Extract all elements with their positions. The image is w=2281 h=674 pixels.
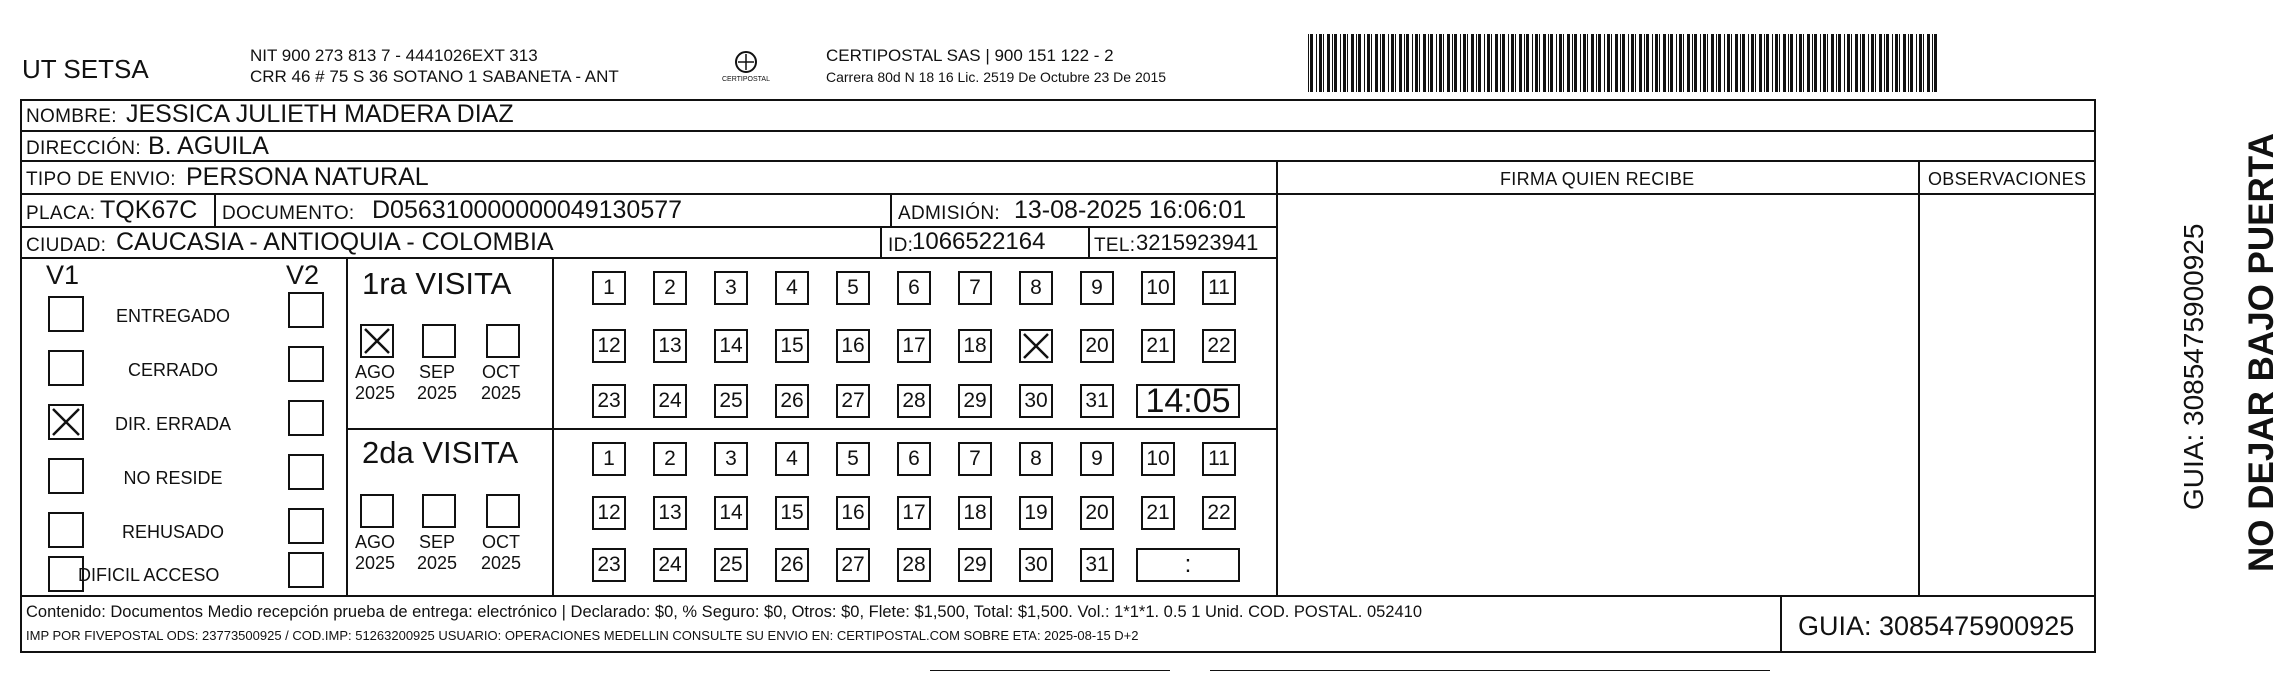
certipostal-license: Carrera 80d N 18 16 Lic. 2519 De Octubre 23 De 2015 bbox=[826, 69, 1167, 85]
day-cell[interactable]: 7 bbox=[958, 442, 992, 476]
day-cell[interactable]: 31 bbox=[1080, 384, 1114, 418]
day-cell[interactable]: 23 bbox=[592, 548, 626, 582]
day-cell[interactable]: 26 bbox=[775, 384, 809, 418]
month-checkbox[interactable] bbox=[486, 324, 520, 358]
day-cell[interactable]: 10 bbox=[1141, 271, 1175, 305]
month-label bbox=[478, 362, 524, 403]
day-cell[interactable]: 23 bbox=[592, 384, 626, 418]
certipostal-name: CERTIPOSTAL SAS | 900 151 122 - 2 bbox=[826, 46, 1114, 65]
day-cell[interactable]: 1 bbox=[592, 442, 626, 476]
day-cell[interactable]: 15 bbox=[775, 329, 809, 363]
day-cell[interactable]: 5 bbox=[836, 271, 870, 305]
day-cell[interactable]: 12 bbox=[592, 329, 626, 363]
day-cell[interactable]: 25 bbox=[714, 548, 748, 582]
footer-guia: GUIA: 3085475900925 bbox=[1798, 611, 2075, 641]
observaciones-header: OBSERVACIONES bbox=[1928, 169, 2087, 189]
day-cell[interactable]: 21 bbox=[1141, 329, 1175, 363]
day-cell[interactable]: 10 bbox=[1141, 442, 1175, 476]
ciudad-label: CIUDAD: bbox=[26, 235, 107, 256]
status-label: DIR. ERRADA bbox=[114, 414, 231, 434]
status-label: ENTREGADO bbox=[115, 306, 230, 326]
status-v2-checkbox[interactable] bbox=[288, 292, 324, 328]
day-cell[interactable]: 7 bbox=[958, 271, 992, 305]
certipostal-logo bbox=[716, 48, 776, 88]
day-cell[interactable]: 9 bbox=[1080, 442, 1114, 476]
day-cell[interactable]: 5 bbox=[836, 442, 870, 476]
month-label bbox=[414, 532, 460, 573]
day-cell[interactable]: 12 bbox=[592, 496, 626, 530]
day-cell[interactable]: 22 bbox=[1202, 496, 1236, 530]
day-cell[interactable]: 26 bbox=[775, 548, 809, 582]
status-v2-checkbox[interactable] bbox=[288, 454, 324, 490]
tipo-label: TIPO DE ENVIO: bbox=[26, 169, 176, 190]
visit1-title: 1ra VISITA bbox=[362, 266, 512, 301]
day-cell[interactable]: 18 bbox=[958, 496, 992, 530]
id-value: 1066522164 bbox=[912, 228, 1046, 255]
footer-imp: IMP POR FIVEPOSTAL ODS: 23773500925 / COD.IMP: 51263200925 USUARIO: OPERACIONES MEDELLIN CONSULTE SU ENVIO EN: CERTIPOSTAL.COM SOBRE ETA: 2025-08-15 D+2 bbox=[26, 628, 1139, 643]
day-cell[interactable] bbox=[1019, 329, 1053, 363]
v1-header: V1 bbox=[46, 260, 80, 290]
tipo-value: PERSONA NATURAL bbox=[186, 163, 429, 191]
footer-contenido: Contenido: Documentos Medio recepción prueba de entrega: electrónico | Declarado: $0, % Seguro: $0, Otros: $0, Flete: $1,500, Total: $1,500. Vol.: 1*1*1. 0.5 1 Unid. COD. POSTAL. 052410 bbox=[26, 603, 1423, 621]
placa-value: TQK67C bbox=[100, 196, 198, 224]
day-cell[interactable]: 30 bbox=[1019, 548, 1053, 582]
time-cell[interactable]: : bbox=[1136, 548, 1240, 582]
side-warning: NO DEJAR BAJO PUERTA bbox=[2242, 133, 2281, 572]
day-cell[interactable]: 9 bbox=[1080, 271, 1114, 305]
firma-header: FIRMA QUIEN RECIBE bbox=[1500, 169, 1695, 189]
status-v2-checkbox[interactable] bbox=[288, 400, 324, 436]
day-cell[interactable]: 27 bbox=[836, 384, 870, 418]
ciudad-value: CAUCASIA - ANTIOQUIA - COLOMBIA bbox=[116, 228, 554, 256]
month-label bbox=[478, 532, 524, 573]
day-cell[interactable]: 21 bbox=[1141, 496, 1175, 530]
company-nit: NIT 900 273 813 7 - 4441026EXT 313 bbox=[250, 46, 538, 65]
month-label bbox=[352, 362, 398, 403]
day-cell[interactable]: 18 bbox=[958, 329, 992, 363]
tel-label: TEL: bbox=[1094, 235, 1136, 256]
month-checkbox[interactable] bbox=[360, 324, 394, 358]
day-cell[interactable]: 14 bbox=[714, 496, 748, 530]
nombre-value: JESSICA JULIETH MADERA DIAZ bbox=[126, 100, 514, 128]
month-checkbox[interactable] bbox=[360, 494, 394, 528]
status-label: CERRADO bbox=[127, 360, 218, 380]
month-checkbox[interactable] bbox=[422, 324, 456, 358]
status-v2-checkbox[interactable] bbox=[288, 508, 324, 544]
nombre-label: NOMBRE: bbox=[26, 106, 117, 127]
tel-value: 3215923941 bbox=[1136, 230, 1259, 255]
month-label bbox=[352, 532, 398, 573]
day-cell[interactable]: 29 bbox=[958, 548, 992, 582]
month-name: SEP bbox=[418, 532, 456, 552]
day-cell[interactable]: 22 bbox=[1202, 329, 1236, 363]
month-name: AGO bbox=[354, 532, 395, 552]
day-cell[interactable]: 13 bbox=[653, 329, 687, 363]
day-cell[interactable]: 20 bbox=[1080, 329, 1114, 363]
day-cell[interactable]: 27 bbox=[836, 548, 870, 582]
status-label: NO RESIDE bbox=[123, 468, 223, 488]
day-cell[interactable]: 20 bbox=[1080, 496, 1114, 530]
day-cell[interactable]: 3 bbox=[714, 442, 748, 476]
month-year: 2025 bbox=[480, 382, 522, 403]
side-guia: GUIA: 3085475900925 bbox=[2178, 223, 2209, 510]
company-name: UT SETSA bbox=[22, 54, 149, 84]
month-year: 2025 bbox=[354, 552, 396, 573]
day-cell[interactable]: 4 bbox=[775, 442, 809, 476]
day-cell[interactable]: 11 bbox=[1202, 442, 1236, 476]
month-name: OCT bbox=[482, 362, 520, 382]
day-cell[interactable]: 17 bbox=[897, 496, 931, 530]
day-cell[interactable]: 16 bbox=[836, 496, 870, 530]
month-checkbox[interactable] bbox=[486, 494, 520, 528]
day-cell[interactable]: 30 bbox=[1019, 384, 1053, 418]
day-cell[interactable]: 8 bbox=[1019, 442, 1053, 476]
day-cell[interactable]: 29 bbox=[958, 384, 992, 418]
direccion-value: B. AGUILA bbox=[148, 132, 269, 160]
month-label bbox=[414, 362, 460, 403]
v2-header: V2 bbox=[286, 260, 320, 290]
day-cell[interactable]: 17 bbox=[897, 329, 931, 363]
day-cell[interactable]: 4 bbox=[775, 271, 809, 305]
day-cell[interactable]: 14 bbox=[714, 329, 748, 363]
day-cell[interactable]: 1 bbox=[592, 271, 626, 305]
status-label: DIFICIL ACCESO bbox=[78, 565, 220, 585]
month-name: OCT bbox=[482, 532, 520, 552]
day-cell[interactable]: 28 bbox=[897, 548, 931, 582]
day-cell[interactable]: 8 bbox=[1019, 271, 1053, 305]
status-v2-checkbox[interactable] bbox=[288, 552, 324, 588]
documento-label: DOCUMENTO: bbox=[222, 203, 355, 224]
day-cell[interactable]: 19 bbox=[1019, 496, 1053, 530]
day-cell[interactable]: 24 bbox=[653, 548, 687, 582]
logo-text: CERTIPOSTAL bbox=[722, 76, 770, 83]
id-label: ID: bbox=[888, 235, 914, 256]
day-cell[interactable]: 13 bbox=[653, 496, 687, 530]
month-year: 2025 bbox=[354, 382, 396, 403]
month-year: 2025 bbox=[416, 382, 458, 403]
documento-value: D056310000000049130577 bbox=[372, 196, 683, 224]
day-cell[interactable]: 31 bbox=[1080, 548, 1114, 582]
day-cell[interactable]: 6 bbox=[897, 442, 931, 476]
day-cell[interactable]: 15 bbox=[775, 496, 809, 530]
day-cell[interactable]: 2 bbox=[653, 442, 687, 476]
day-cell[interactable]: 25 bbox=[714, 384, 748, 418]
month-name: SEP bbox=[418, 362, 456, 382]
company-address: CRR 46 # 75 S 36 SOTANO 1 SABANETA - ANT bbox=[250, 67, 619, 86]
day-cell[interactable]: 3 bbox=[714, 271, 748, 305]
day-cell[interactable]: 6 bbox=[897, 271, 931, 305]
placa-label: PLACA: bbox=[26, 203, 96, 224]
barcode bbox=[1308, 34, 1940, 92]
status-label: REHUSADO bbox=[121, 522, 224, 542]
day-cell[interactable]: 11 bbox=[1202, 271, 1236, 305]
direccion-label: DIRECCIÓN: bbox=[26, 138, 141, 159]
month-year: 2025 bbox=[416, 552, 458, 573]
month-checkbox[interactable] bbox=[422, 494, 456, 528]
admision-value: 13-08-2025 16:06:01 bbox=[1014, 196, 1247, 224]
day-cell[interactable]: 16 bbox=[836, 329, 870, 363]
visit2-title: 2da VISITA bbox=[362, 435, 519, 470]
day-cell[interactable]: 28 bbox=[897, 384, 931, 418]
month-name: AGO bbox=[354, 362, 395, 382]
month-year: 2025 bbox=[480, 552, 522, 573]
admision-label: ADMISIÓN: bbox=[898, 203, 1000, 224]
status-v2-checkbox[interactable] bbox=[288, 346, 324, 382]
day-cell[interactable]: 2 bbox=[653, 271, 687, 305]
day-cell[interactable]: 24 bbox=[653, 384, 687, 418]
time-cell[interactable]: 14:05 bbox=[1136, 384, 1240, 418]
